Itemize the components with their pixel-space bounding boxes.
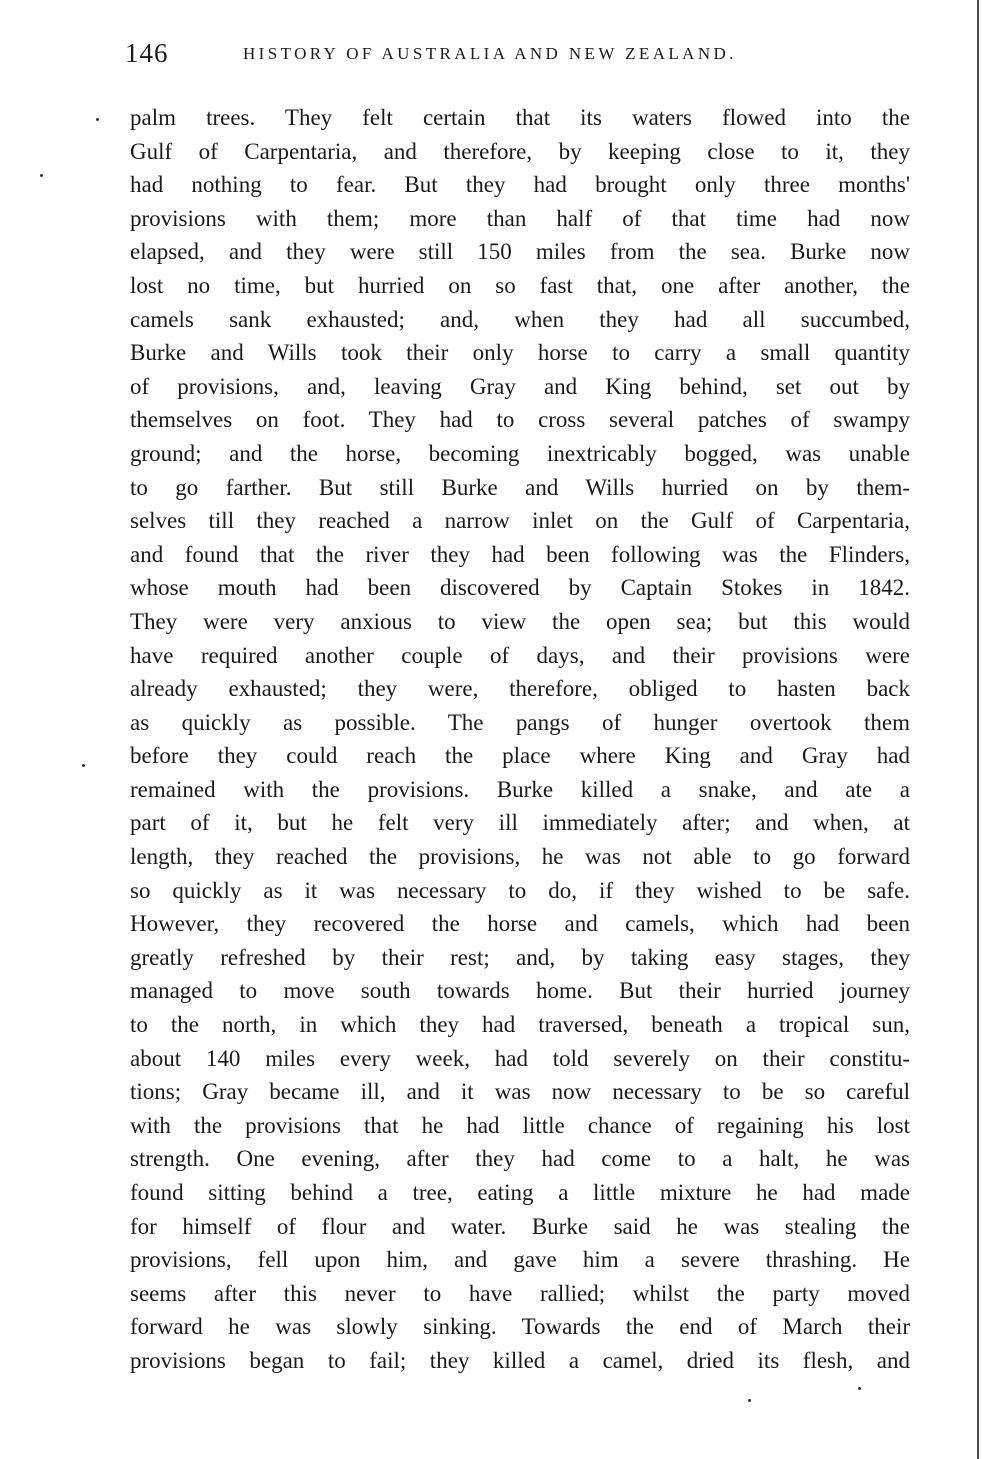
text-line: Gulf of Carpentaria, and therefore, by keeping close to it, they xyxy=(130,138,910,164)
scan-speck xyxy=(82,764,85,767)
text-line: Burke and Wills took their only horse to carry a small quantity xyxy=(130,340,910,366)
binding-edge-line xyxy=(977,0,979,1459)
text-line: for himself of flour and water. Burke said he was stealing the xyxy=(130,1213,910,1239)
text-line: managed to move south towards home. But their hurried journey xyxy=(130,978,910,1004)
text-line: about 140 miles every week, had told severely on their constitu- xyxy=(130,1045,910,1071)
text-line: had nothing to fear. But they had brought only three months' xyxy=(130,172,910,198)
text-line: camels sank exhausted; and, when they had all succumbed, xyxy=(130,306,910,332)
text-line: ground; and the horse, becoming inextricably bogged, was unable xyxy=(130,440,910,466)
running-title: HISTORY OF AUSTRALIA AND NEW ZEALAND. xyxy=(243,44,737,63)
text-line: themselves on foot. They had to cross several patches of swampy xyxy=(130,407,910,433)
text-line: strength. One evening, after they had come to a halt, he was xyxy=(130,1146,910,1172)
page-number: 146 xyxy=(125,38,169,68)
text-line: provisions with them; more than half of that time had now xyxy=(130,205,910,231)
scan-speck xyxy=(96,118,99,121)
text-line: before they could reach the place where King and Gray had xyxy=(130,743,910,769)
text-line: lost no time, but hurried on so fast that, one after another, the xyxy=(130,272,910,298)
text-line: of provisions, and, leaving Gray and King behind, set out by xyxy=(130,373,910,399)
text-line: and found that the river they had been following was the Flinders, xyxy=(130,541,910,567)
text-line: selves till they reached a narrow inlet on the Gulf of Carpentaria, xyxy=(130,508,910,534)
text-line: to the north, in which they had traversed, beneath a tropical sun, xyxy=(130,1012,910,1038)
scan-speck xyxy=(858,1387,861,1390)
body-text xyxy=(130,101,910,1378)
text-line: so quickly as it was necessary to do, if they wished to be safe. xyxy=(130,877,910,903)
scan-speck xyxy=(40,174,43,177)
text-line: part of it, but he felt very ill immediately after; and when, at xyxy=(130,810,910,836)
text-line: whose mouth had been discovered by Captain Stokes in 1842. xyxy=(130,575,910,601)
text-line: as quickly as possible. The pangs of hunger overtook them xyxy=(130,709,910,735)
text-line: greatly refreshed by their rest; and, by taking easy stages, they xyxy=(130,944,910,970)
text-line: already exhausted; they were, therefore, obliged to hasten back xyxy=(130,676,910,702)
text-line: with the provisions that he had little chance of regaining his lost xyxy=(130,1112,910,1138)
text-line: remained with the provisions. Burke killed a snake, and ate a xyxy=(130,776,910,802)
running-head xyxy=(125,38,815,78)
text-line: provisions, fell upon him, and gave him a severe thrashing. He xyxy=(130,1247,910,1273)
text-line: found sitting behind a tree, eating a little mixture he had made xyxy=(130,1180,910,1205)
text-line: seems after this never to have rallied; whilst the party moved xyxy=(130,1280,910,1306)
text-line: palm trees. They felt certain that its waters flowed into the xyxy=(130,105,910,130)
text-line: forward he was slowly sinking. Towards the end of March their xyxy=(130,1314,910,1340)
text-line: They were very anxious to view the open sea; but this would xyxy=(130,608,910,634)
text-line: elapsed, and they were still 150 miles from the sea. Burke now xyxy=(130,239,910,265)
text-line: However, they recovered the horse and camels, which had been xyxy=(130,911,910,937)
text-line: tions; Gray became ill, and it was now necessary to be so careful xyxy=(130,1079,910,1105)
text-line: have required another couple of days, and their provisions were xyxy=(130,642,910,668)
text-line: length, they reached the provisions, he was not able to go forward xyxy=(130,844,910,870)
scan-speck xyxy=(748,1399,751,1402)
text-line: to go farther. But still Burke and Wills hurried on by them- xyxy=(130,474,910,500)
text-line last: provisions began to fail; they killed a camel, dried its flesh, and xyxy=(130,1347,910,1373)
